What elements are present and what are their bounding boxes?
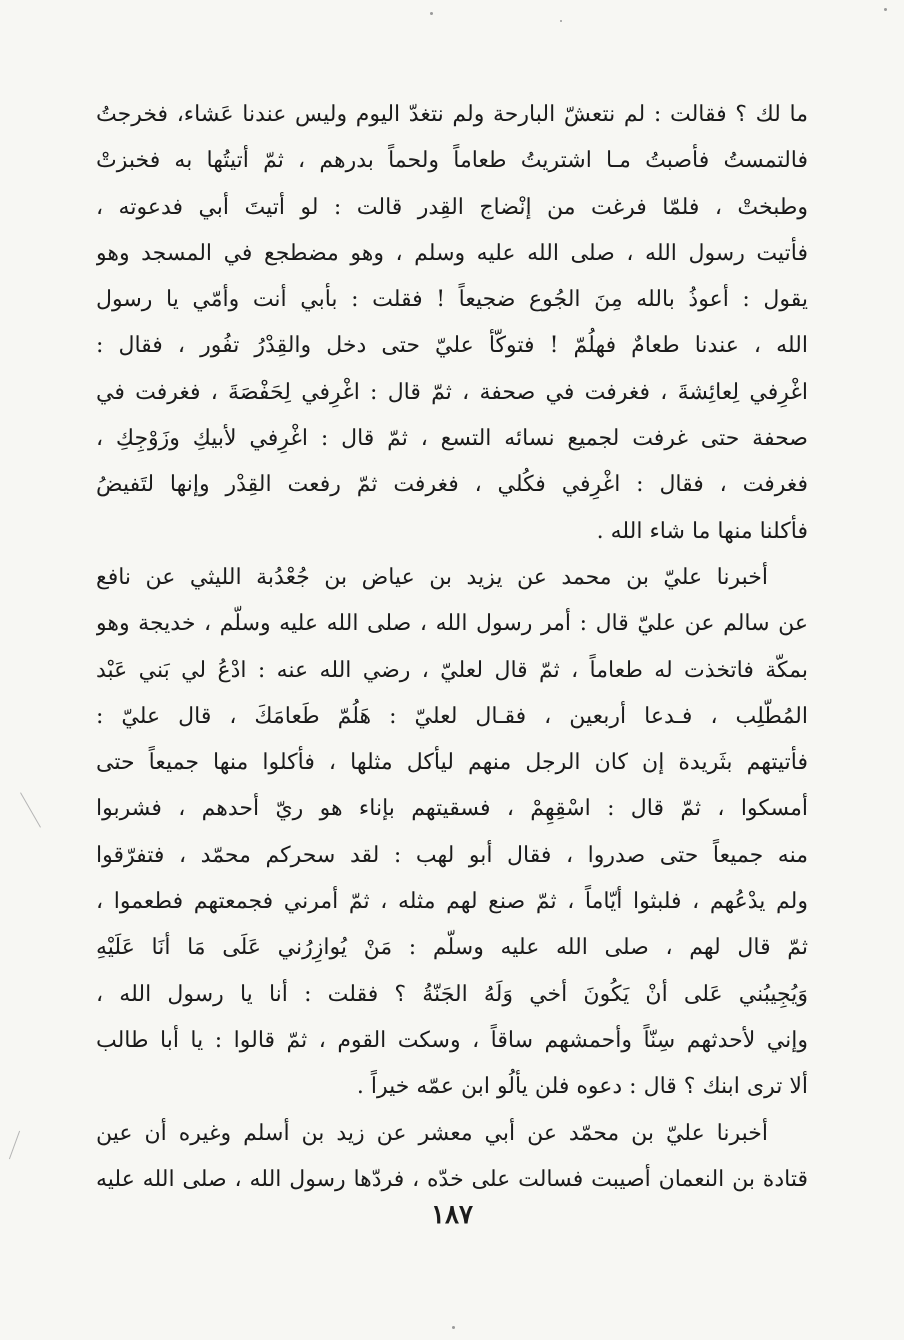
text-line-23: أخبرنا عليّ بن محمّد عن أبي معشر عن زيد بن أسلم وغيره أن عين (96, 1120, 768, 1146)
text-line-9: فغرفت ، فقال : اغْرِفي فكُلي ، فغرفت ثمّ رفعت القِدْر وإنها لتَفيضُ (96, 472, 808, 498)
scan-speck (452, 1326, 455, 1329)
text-line-20: وَيُجِيبُني عَلى أنْ يَكُونَ أخي وَلَهُ الجَنّةُ ؟ فقلت : أنا يا رسول الله ، (96, 981, 808, 1007)
scan-mark (9, 1131, 20, 1160)
scan-speck (560, 20, 562, 22)
text-line-7: اغْرِفي لِعائِشةَ ، فغرفت في صحفة ، ثمّ قال : اغْرِفي لِحَفْصَةَ ، فغرفت في (96, 379, 808, 405)
text-line-8: صحفة حتى غرفت لجميع نسائه التسع ، ثمّ قال : اغْرِفي لأبيكِ وزَوْجِكِ ، (96, 426, 808, 452)
page-number: ١٨٧ (431, 1200, 473, 1230)
scan-speck (884, 8, 887, 11)
body-text (96, 92, 808, 1203)
text-line-15: فأتيتهم بثَريدة إن كان الرجل منهم ليأكل مثلها ، فأكلوا منها جميعاً حتى (96, 750, 808, 776)
text-line-19: ثمّ قال لهم ، صلى الله عليه وسلّم : مَنْ يُوازِرُني عَلَى مَا أنَا عَلَيْهِ (96, 935, 808, 961)
text-line-12: عن سالم عن عليّ قال : أمر رسول الله ، صلى الله عليه وسلّم ، خديجة وهو (96, 611, 808, 637)
text-line-6: الله ، عندنا طعامٌ فهلُمّ ! فتوكّأ عليّ حتى دخل والقِدْرُ تفُور ، فقال : (96, 333, 808, 359)
text-line-2: فالتمستُ فأصبتُ مـا اشتريتُ طعاماً ولحماً بدرهم ، ثمّ أتيتُها به فخبزتْ (96, 148, 808, 174)
text-line-1: ما لك ؟ فقالت : لم نتعشّ البارحة ولم نتغدّ اليوم وليس عندنا عَشاء، فخرجتُ (96, 102, 808, 127)
text-line-21: وإني لأحدثهم سِنّاً وأحمشهم ساقاً ، وسكت القوم ، ثمّ قالوا : يا أبا طالب (96, 1027, 808, 1053)
text-line-3: وطبختْ ، فلمّا فرغت من إنْضاج القِدر قالت : لو أتيتَ أبي فدعوته ، (96, 194, 808, 220)
text-line-10: فأكلنا منها ما شاء الله . (596, 518, 808, 544)
text-line-13: بمكّة فاتخذت له طعاماً ، ثمّ قال لعليّ ، رضي الله عنه : ادْعُ لي بَني عَبْد (96, 657, 808, 683)
text-line-22: ألا ترى ابنك ؟ قال : دعوه فلن يألُو ابن عمّه خيراً . (356, 1074, 808, 1100)
text-line-24: قتادة بن النعمان أصيبت فسالت على خدّه ، فردّها رسول الله ، صلى الله عليه (96, 1166, 808, 1192)
text-line-5: يقول : أعوذُ بالله مِنَ الجُوع ضجيعاً ! فقلت : بأبي أنت وأمّي يا رسول (96, 287, 808, 313)
text-line-11: أخبرنا عليّ بن محمد عن يزيد بن عياض بن جُعْدُبة الليثي عن نافع (96, 564, 768, 590)
text-line-16: أمسكوا ، ثمّ قال : اسْقِهِمْ ، فسقيتهم بإناء هو ريّ أحدهم ، فشربوا (96, 796, 808, 822)
text-line-14: المُطّلِب ، فـدعا أربعين ، فقـال لعليّ : هَلُمّ طَعامَكَ ، قال عليّ : (96, 703, 808, 729)
scan-speck (430, 12, 433, 15)
text-line-18: ولم يدْعُهم ، فلبثوا أيّاماً ، ثمّ صنع لهم مثله ، ثمّ أمرني فجمعتهم فطعموا ، (96, 889, 808, 915)
text-line-4: فأتيت رسول الله ، صلى الله عليه وسلم ، وهو مضطجع في المسجد وهو (96, 240, 808, 266)
text-line-17: منه جميعاً حتى صدروا ، فقال أبو لهب : لقد سحركم محمّد ، فتفرّقوا (96, 842, 808, 868)
scan-mark (20, 792, 41, 827)
